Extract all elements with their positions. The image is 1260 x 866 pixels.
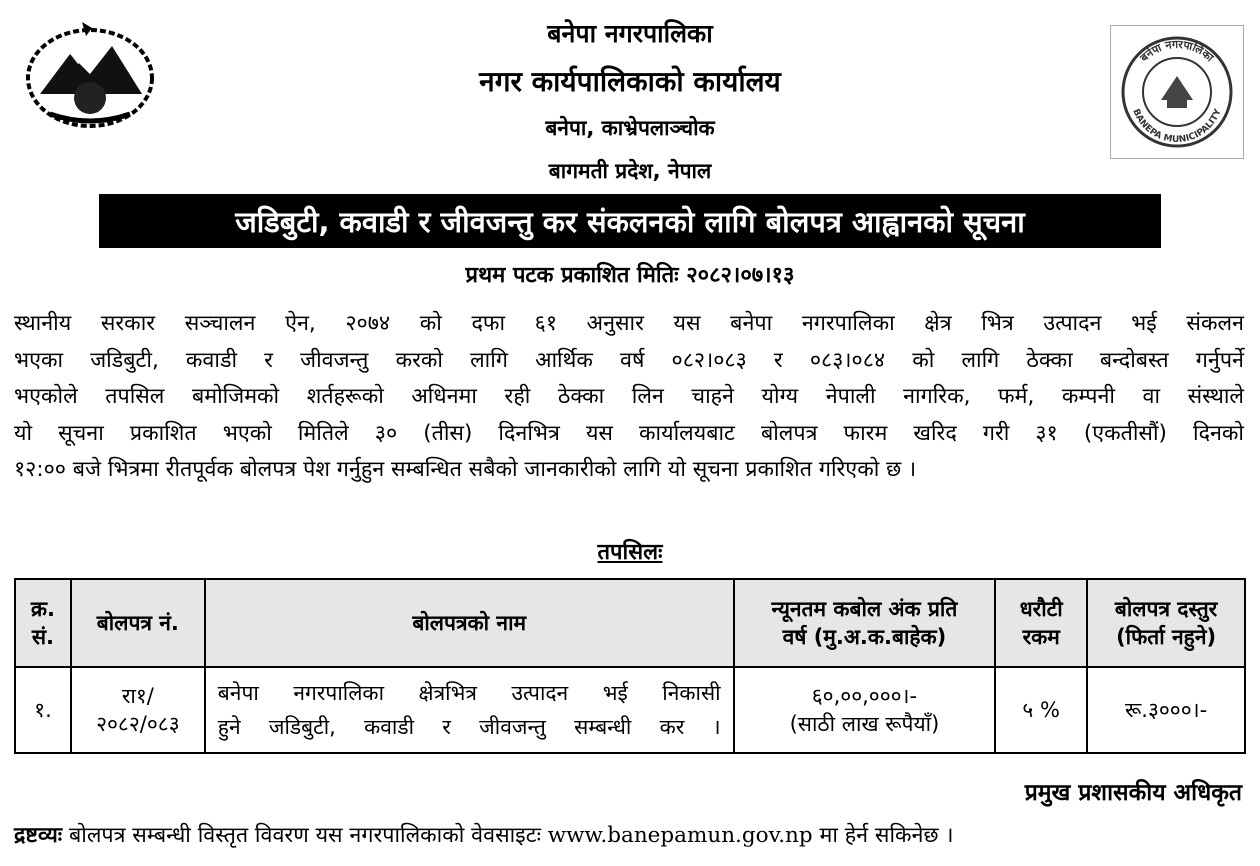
footnote-label: द्रष्टव्यः (14, 823, 63, 848)
body-line: भएकोले तपसिल बमोजिमको शर्तहरूको अधिनमा रही ठेक्का लिन चाहने योग्य नेपाली नागरिक, फर्म, कम्पनी वा संस्थाले (14, 384, 1244, 410)
table-header-row (15, 579, 1245, 667)
municipality-name: बनेपा नगरपालिका (547, 19, 713, 48)
body-line: यो सूचना प्रकाशित भएको मितिले ३० (तीस) दिनभित्र यस कार्यालयबाट बोलपत्र फारम खरिद गरी ३१ (एकतीसौं) दिनको (14, 420, 1244, 446)
cell-bid-no: रा१/ २०८२/०८३ (71, 667, 205, 753)
seal-text-top: बनेपा नगरपालिका (1137, 37, 1217, 65)
body-line: १२:०० बजे भित्रमा रीतपूर्वक बोलपत्र पेश गर्नुहुन सम्बन्धित सबैको जानकारीको लागि यो सूचना प्रकाशित गरिएको छ । (14, 457, 917, 483)
cell-bid-name: बनेपा नगरपालिका क्षेत्रभित्र उत्पादन भई निकासी हुने जडिबुटी, कवाडी र जीवजन्तु सम्बन्धी कर । (205, 667, 734, 753)
cell-min-bid: ६०,००,०००।- (साठी लाख रूपैयाँ) (734, 667, 996, 753)
col-header-fee: बोलपत्र दस्तुर (फिर्ता नहुने) (1087, 579, 1245, 667)
seal-text-bottom: BANEPA MUNICIPALITY (1130, 107, 1224, 146)
office-address: बनेपा, काभ्रेपलाञ्चोक (545, 116, 715, 140)
col-header-deposit: धरौटी रकम (995, 579, 1087, 667)
col-header-bid-no: बोलपत्र नं. (71, 579, 205, 667)
cell-fee: रू.३०००।- (1087, 667, 1245, 753)
notice-body (14, 306, 1244, 489)
col-header-bid-name: बोलपत्रको नाम (205, 579, 734, 667)
col-header-min-bid: न्यूनतम कबोल अंक प्रति वर्ष (मु.अ.क.बाहेक) (734, 579, 996, 667)
footnote (14, 820, 1244, 849)
col-header-sn: क्र. सं. (15, 579, 71, 667)
footnote-text-end: मा हेर्न सकिनेछ । (812, 823, 954, 848)
body-line: स्थानीय सरकार सञ्चालन ऐन, २०७४ को दफा ६१ अनुसार यस बनेपा नगरपालिका क्षेत्र भित्र उत्पादन भई संकलन (14, 311, 1244, 336)
office-province: बागमती प्रदेश, नेपाल (548, 159, 712, 183)
details-heading: तपसिलः (597, 540, 663, 565)
signatory-title: प्रमुख प्रशासकीय अधिकृत (1024, 780, 1242, 806)
body-line: भएका जडिबुटी, कवाडी र जीवजन्तु करको लागि आर्थिक वर्ष ०८२।०८३ र ०८३।०८४ को लागि ठेक्का बन्दोबस्त गर्नुपर्ने (14, 347, 1244, 373)
publish-date: प्रथम पटक प्रकाशित मितिः २०८२।०७।१३ (465, 263, 795, 288)
table-row (15, 667, 1245, 753)
footnote-text: बोलपत्र सम्बन्धी विस्तृत विवरण यस नगरपालिकाको वेवसाइटः (62, 823, 548, 848)
website-link[interactable]: www.banepamun.gov.np (547, 823, 813, 848)
cell-deposit: ५ % (995, 667, 1087, 753)
bid-table (14, 578, 1246, 754)
cell-sn: १. (15, 667, 71, 753)
office-name: नगर कार्यपालिकाको कार्यालय (479, 65, 781, 98)
notice-title: जडिबुटी, कवाडी र जीवजन्तु कर संकलनको लागि बोलपत्र आह्वानको सूचना (99, 194, 1161, 248)
